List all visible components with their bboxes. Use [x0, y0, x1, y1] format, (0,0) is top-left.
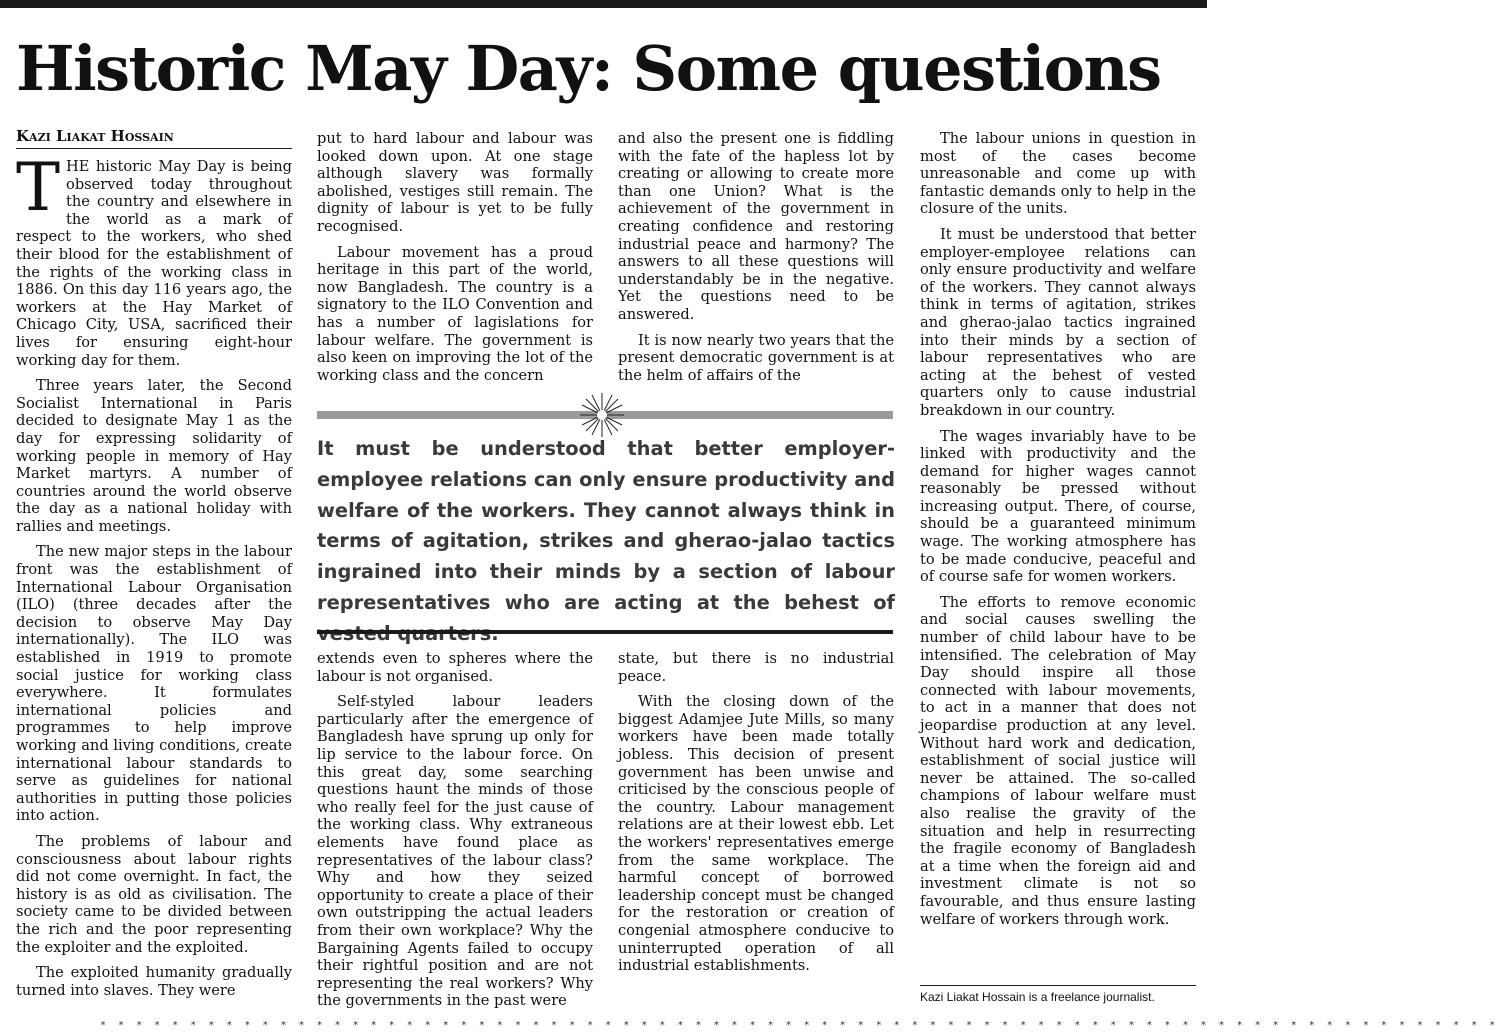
starburst-icon — [578, 391, 626, 439]
top-rule — [0, 0, 1207, 8]
paragraph: The labour unions in question in most of the cases become unreasonable and come up with fantastic demands only to help in the closure of the units. — [920, 130, 1196, 218]
paragraph: Labour movement has a proud heritage in this part of the world, now Bangladesh. The country is a signatory to the ILO Convention and has a number of lagislations for labour welfare. The government is also keen on improving the lot of the working class and the concern — [317, 243, 593, 384]
column-4 — [920, 130, 1196, 970]
paragraph — [16, 149, 292, 369]
paragraph: extends even to spheres where the labour is not organised. — [317, 650, 593, 685]
column-3-bottom — [618, 650, 894, 1018]
author-footnote: Kazi Liakat Hossain is a freelance journalist. — [920, 990, 1155, 1004]
paragraph: With the closing down of the biggest Adamjee Jute Mills, so many workers have been made totally jobless. This decision of present government has been unwise and criticised by the conscious people of the country. Labour management relations are at their lowest ebb. Let the workers' representatives emerge from the same workplace. The harmful concept of borrowed leadership concept must be changed for the restoration or creation of congenial atmosphere conducive to uninterrupted operation of all industrial establishments. — [618, 693, 894, 975]
pullquote-bottom-rule — [317, 630, 893, 634]
column-2-bottom — [317, 650, 593, 1018]
headline: Historic May Day: Some questions — [16, 32, 1161, 105]
lead-text: HE historic May Day is being observed today throughout the country and elsewhere in the world as a mark of respect to the workers, who shed their blood for the establishment of the rights of the working class in 1886. On this day 116 years ago, the workers at the Hay Market of Chicago City, USA, sacrificed their lives for ensuring eight-hour working day for them. — [16, 158, 292, 369]
paragraph: state, but there is no industrial peace. — [618, 650, 894, 685]
paragraph: The new major steps in the labour front was the establishment of International Labour Organisation (ILO) (three decades after the decision to observe May Day internationally). The ILO was established in 1919 to promote social justice for working class everywhere. It formulates international policies and programmes to help improve working and living conditions, create international labour standards to serve as guidelines for national authorities in putting those policies into action. — [16, 543, 292, 825]
column-3-top — [618, 130, 894, 385]
paragraph: put to hard labour and labour was looked down upon. At one stage although slavery was formally abolished, vestiges still remain. The dignity of labour is yet to be fully recognised. — [317, 130, 593, 235]
column-2-top — [317, 130, 593, 385]
paragraph: The wages invariably have to be linked with productivity and the demand for higher wages cannot reasonably be pressed without increasing output. There, of course, should be a guaranteed minimum wage. The working atmosphere has to be made conducive, peaceful and of course safe for women workers. — [920, 427, 1196, 586]
drop-cap: T — [16, 149, 61, 226]
paragraph: The efforts to remove economic and social causes swelling the number of child labour have to be intensified. The celebration of May Day should inspire all those connected with labour movements, to act in a manner that does not jeopardise production at any level. Without hard work and dedication, establishment of social justice will never be attained. The so-called champions of labour welfare must also realise the gravity of the situation and help in resurrecting the fragile economy of Bangladesh at a time when the foreign aid and investment climate is not so favourable, and thus ensure lasting welfare of workers through work. — [920, 593, 1196, 928]
paragraph: Self-styled labour leaders particularly after the emergence of Bangladesh have sprung up only for lip service to the labour force. On this great day, some searching questions haunt the minds of those who really feel for the just cause of the working class. Why extraneous elements have found place as representatives of the labour class? Why and how they seized opportunity to create a place of their own outstripping the actual leaders from their own workplace? Why the Bargaining Agents failed to occupy their rightful position and are not representing the real workers? Why the governments in the past were — [317, 693, 593, 1010]
footnote-rule — [920, 985, 1196, 986]
pullquote: It must be understood that better employer-employee relations can only ensure productivity and welfare of the workers. They cannot always think in terms of agitation, strikes and gherao-jalao tactics ingrained into their minds by a section of labour representatives who are acting at the behest of — [317, 437, 895, 614]
paragraph: and also the present one is fiddling with the fate of the hapless lot by creating or allowing to create more than one Union? What is the achievement of the government in creating confidence and restoring industrial peace and harmony? The answers to all these questions will understandably be in the negative. Yet the questions need to be answered. — [618, 130, 894, 323]
paragraph: The problems of labour and consciousness about labour rights did not come overnight. In fact, the history is as old as civilisation. The society came to be divided between the rich and the poor representing the exploiter and the exploited. — [16, 832, 292, 956]
paragraph: The exploited humanity gradually turned into slaves. They were — [16, 964, 292, 999]
column-1 — [16, 149, 292, 1016]
byline: Kazi Liakat Hossain — [16, 127, 292, 149]
paragraph: It must be understood that better employer-employee relations can only ensure productivity and welfare of the workers. They cannot always think in terms of agitation, strikes and gherao-jalao tactics ingrained into their minds by a section of labour representatives who are acting at the behest of vested quarters only to cause industrial breakdown in our country. — [920, 225, 1196, 419]
star-separator: * * * * * * * * * * * * * * * * * * * * * * * * * * * * * * * * * * * * * * * * * * * * * * * * * * * * * * * * * * * * * * * * * * * * * * * * * * * * * * — [100, 1020, 1498, 1031]
paragraph: Three years later, the Second Socialist International in Paris decided to designate May 1 as the day for expressing solidarity of working people in memory of Hay Market martyrs. A number of countries around the world observe the day as a national holiday with rallies and meetings. — [16, 377, 292, 535]
paragraph: It is now nearly two years that the present democratic government is at the helm of affairs of the — [618, 331, 894, 384]
